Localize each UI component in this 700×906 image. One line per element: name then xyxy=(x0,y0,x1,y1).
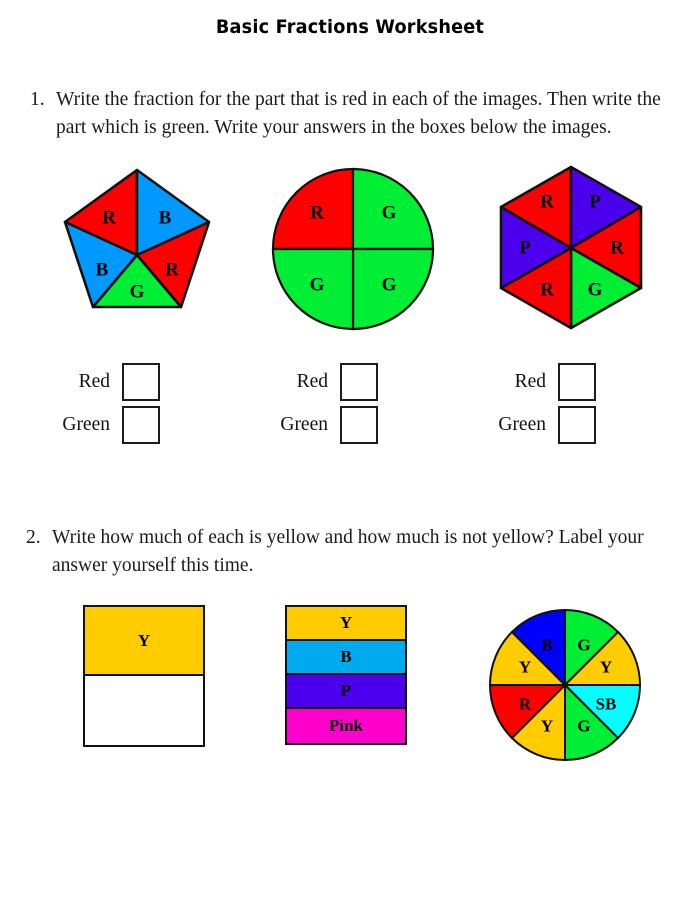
bar-segment-3: Pink xyxy=(287,709,405,743)
pentagon-label-3: G xyxy=(129,281,145,303)
answer-box-red[interactable] xyxy=(122,363,160,401)
pentagon-svg xyxy=(52,160,222,335)
circle-svg xyxy=(270,160,440,335)
pie-label-7: B xyxy=(541,635,553,655)
question-2-number: 2. xyxy=(26,527,41,548)
hexagon-label-5: P xyxy=(519,237,531,259)
figure-pentagon xyxy=(52,160,222,340)
hexagon-svg xyxy=(487,160,657,335)
figure-circle xyxy=(270,160,440,340)
answer-group-circle xyxy=(260,360,378,446)
answer-box-green[interactable] xyxy=(558,406,596,444)
half-square-part-0: Y xyxy=(85,607,203,676)
figure-pie xyxy=(485,605,645,770)
bar-segment-0: Y xyxy=(287,607,405,641)
answer-label-green: Green xyxy=(62,413,110,435)
bar-stack-outline xyxy=(285,605,407,745)
answer-label-red: Red xyxy=(78,370,110,392)
answer-line-red xyxy=(478,360,596,403)
pie-label-4: Y xyxy=(540,716,554,736)
pie-label-3: G xyxy=(577,716,591,736)
pie-label-1: Y xyxy=(599,657,613,677)
figure-bar-stack xyxy=(285,605,407,745)
circle-label-0: R xyxy=(310,202,324,224)
hexagon-label-3: G xyxy=(587,279,603,301)
answer-label-green: Green xyxy=(498,413,546,435)
hexagon-label-1: P xyxy=(589,191,601,213)
question-1 xyxy=(30,86,680,141)
answer-line-green xyxy=(42,403,160,446)
answer-group-hexagon xyxy=(478,360,596,446)
pie-svg xyxy=(485,605,645,765)
answer-box-green[interactable] xyxy=(122,406,160,444)
bar-segment-2: P xyxy=(287,675,405,709)
answer-label-red: Red xyxy=(296,370,328,392)
answer-box-red[interactable] xyxy=(340,363,378,401)
pie-label-0: G xyxy=(577,635,591,655)
half-square-outline xyxy=(83,605,205,747)
pie-label-5: R xyxy=(518,694,532,714)
hexagon-label-0: R xyxy=(540,191,554,213)
pie-label-2: SB xyxy=(595,694,617,714)
question-1-text: Write the fraction for the part that is red in each of the images. Then write the part which is green. Write your answers in the boxes below the images. xyxy=(56,89,661,138)
figure-half-square xyxy=(83,605,205,747)
pentagon-label-4: B xyxy=(95,259,109,281)
question-1-number: 1. xyxy=(30,89,45,110)
answer-box-green[interactable] xyxy=(340,406,378,444)
answer-line-green xyxy=(478,403,596,446)
bar-segment-1: B xyxy=(287,641,405,675)
pentagon-label-1: B xyxy=(158,207,172,229)
answer-label-red: Red xyxy=(514,370,546,392)
pentagon-label-2: R xyxy=(165,259,179,281)
answer-line-red xyxy=(42,360,160,403)
answer-group-pentagon xyxy=(42,360,160,446)
figure-hexagon xyxy=(487,160,657,340)
pentagon-label-0: R xyxy=(102,207,116,229)
pie-label-6: Y xyxy=(518,657,532,677)
answer-line-green xyxy=(260,403,378,446)
half-square-part-1 xyxy=(85,676,203,745)
answer-line-red xyxy=(260,360,378,403)
circle-label-3: G xyxy=(381,274,397,296)
hexagon-label-2: R xyxy=(610,237,624,259)
circle-label-2: G xyxy=(309,274,325,296)
question-2 xyxy=(26,524,676,579)
answer-box-red[interactable] xyxy=(558,363,596,401)
hexagon-label-4: R xyxy=(540,279,554,301)
answer-label-green: Green xyxy=(280,413,328,435)
question-2-text: Write how much of each is yellow and how much is not yellow? Label your answer yourself this time. xyxy=(52,527,644,576)
circle-label-1: G xyxy=(381,202,397,224)
page-title: Basic Fractions Worksheet xyxy=(215,16,485,38)
